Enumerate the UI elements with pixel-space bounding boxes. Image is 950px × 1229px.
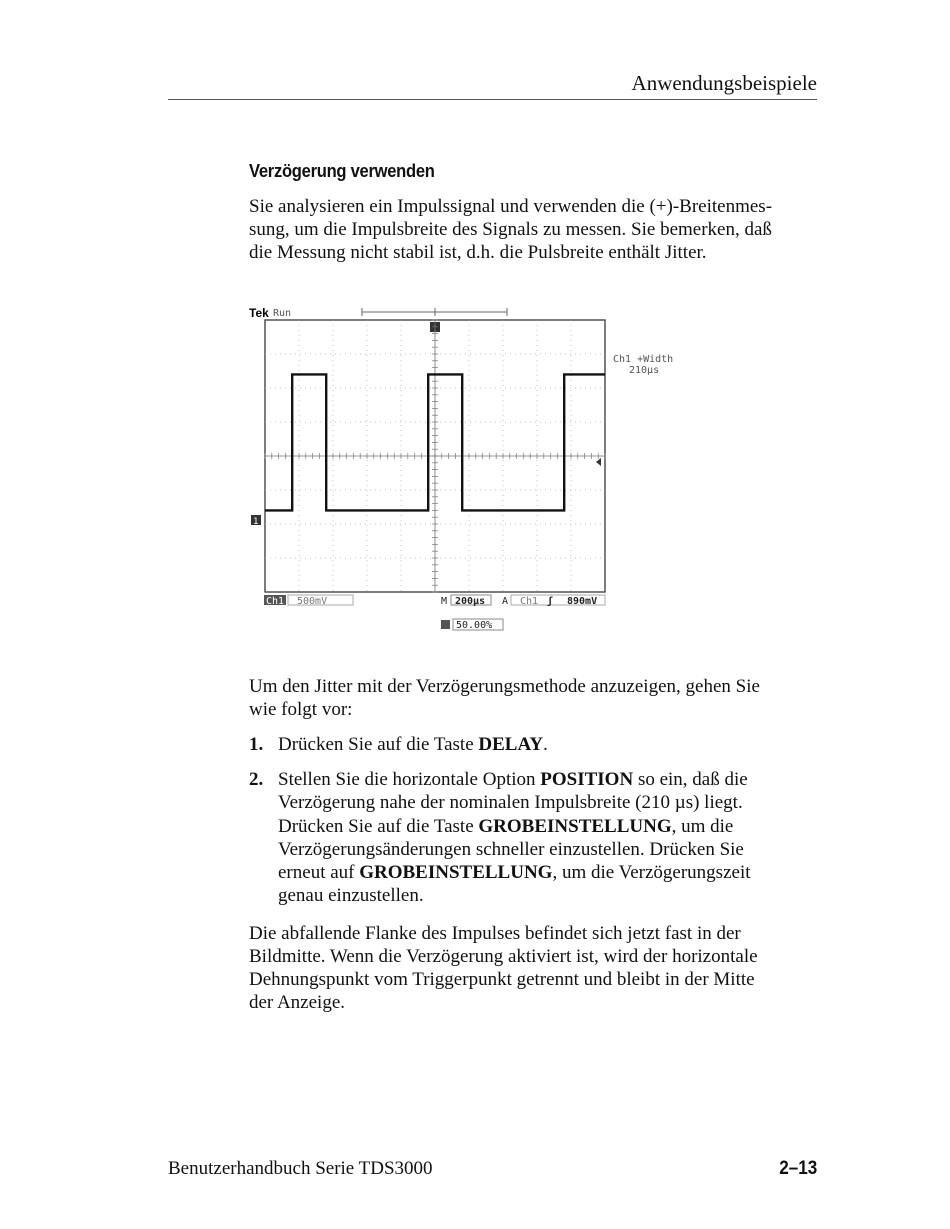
- tek-logo: Tek: [249, 306, 269, 320]
- text-line: wie folgt vor:: [249, 699, 353, 720]
- volts-per-div: 500mV: [297, 596, 328, 607]
- text-line: der Anzeige.: [249, 992, 346, 1013]
- step-keyword: POSITION: [540, 769, 634, 790]
- step-text: [278, 768, 814, 908]
- step-keyword: DELAY: [478, 734, 544, 755]
- timebase-value: 200µs: [455, 596, 486, 607]
- trigger-slope-icon: ʃ: [547, 596, 554, 607]
- channel-ground-marker: [251, 515, 261, 527]
- run-state-label: Run: [273, 308, 292, 319]
- step-item: [249, 733, 814, 756]
- running-head: Anwendungsbeispiele: [631, 71, 817, 95]
- step-text-run: Stellen Sie die horizontale Option: [278, 769, 541, 790]
- step-text-run: erneut auf: [278, 862, 360, 884]
- text-line: Die abfallende Flanke des Impulses befindet sich jetzt fast in der: [249, 923, 741, 944]
- step-text: [278, 733, 814, 756]
- svg-text:1: 1: [253, 517, 259, 527]
- trigger-level: 890mV: [567, 596, 598, 607]
- text-line: Um den Jitter mit der Verzögerungsmethode anzuzeigen, gehen Sie: [249, 676, 760, 697]
- graticule: [265, 320, 605, 592]
- lead-paragraph: [249, 675, 814, 721]
- intro-paragraph: [249, 195, 814, 264]
- text-line: Bildmitte. Wenn die Verzögerung aktiviert ist, wird der horizontale: [249, 946, 758, 967]
- step-keyword: GROBEINSTELLUNG: [359, 862, 553, 884]
- header-rule: [168, 99, 817, 100]
- timebase-prefix: M: [441, 596, 448, 607]
- step-text-run: Verzögerung nahe der nominalen Impulsbreite (210 µs) liegt.: [278, 792, 743, 814]
- record-view-bar: [362, 308, 507, 316]
- text-line: Dehnungspunkt vom Triggerpunkt getrennt und bleibt in der Mitte: [249, 969, 755, 990]
- trigger-mode: A: [502, 596, 509, 607]
- step-text-run: Drücken Sie auf die Taste: [278, 815, 479, 837]
- oscilloscope-screenshot: [245, 300, 695, 640]
- section-title: Verzögerung verwenden: [249, 161, 435, 181]
- step-item: [249, 768, 814, 908]
- step-text-run: , um die: [671, 815, 734, 837]
- footer-manual-title: Benutzerhandbuch Serie TDS3000: [168, 1158, 433, 1179]
- closing-paragraph: [249, 922, 814, 1014]
- trigger-level-marker: [596, 458, 601, 466]
- step-number: 2.: [249, 769, 264, 790]
- step-number: 1.: [249, 734, 264, 755]
- text-line: Sie analysieren ein Impulssignal und verwenden die (+)-Breitenmes-: [249, 196, 773, 217]
- text-line: die Messung nicht stabil ist, d.h. die Pulsbreite enthält Jitter.: [249, 242, 707, 263]
- step-text-run: genau einzustellen.: [278, 885, 424, 907]
- step-text-run: Verzögerungsänderungen schneller einzustellen. Drücken Sie: [278, 838, 744, 860]
- trigger-position-percent: 50.00%: [456, 620, 493, 631]
- measurement-label: Ch1 +Width: [613, 354, 674, 365]
- trigger-source: Ch1: [520, 596, 539, 607]
- text-line: sung, um die Impulsbreite des Signals zu messen. Sie bemerken, daß: [249, 219, 772, 240]
- step-text-run: .: [543, 734, 548, 755]
- page-number: 2–13: [778, 1158, 817, 1179]
- step-text-run: Drücken Sie auf die Taste: [278, 734, 479, 755]
- step-text-run: so ein, daß die: [633, 769, 748, 790]
- step-text-run: , um die Verzögerungszeit: [552, 862, 751, 884]
- step-keyword: GROBEINSTELLUNG: [478, 815, 672, 837]
- measurement-value: 210µs: [629, 365, 660, 376]
- channel-label: Ch1: [266, 596, 285, 607]
